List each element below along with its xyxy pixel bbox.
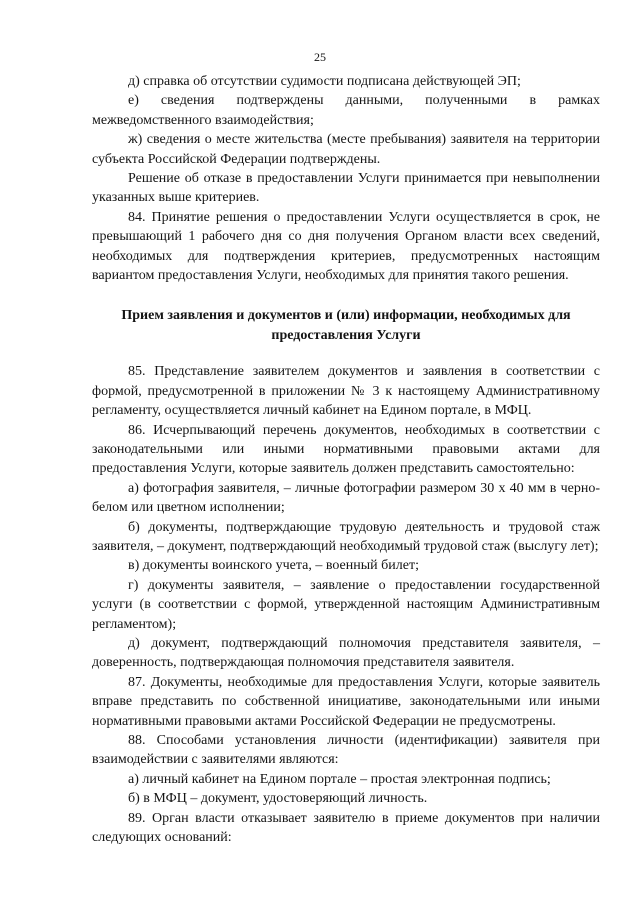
paragraph-e-interagency-data: е) сведения подтверждены данными, полученными в рамках межведомственного взаимодействия; — [92, 93, 600, 128]
paragraph-zh-residence: ж) сведения о месте жительства (месте пребывания) заявителя на территории субъекта Российской Федерации подтверждены. — [92, 132, 600, 167]
paragraph-88: 88. Способами установления личности (идентификации) заявителя при взаимодействии с заявителями являются: — [92, 733, 600, 768]
page-number: 25 — [314, 50, 326, 64]
paragraph-86-g-application: г) документы заявителя, – заявление о предоставлении государственной услуги (в соответствии с формой, утвержденной настоящим Административным регламентом); — [92, 577, 600, 632]
paragraph-84: 84. Принятие решения о предоставлении Услуги осуществляется в срок, не превышающий 1 рабочего дня со дня получения Органом власти всех сведений, необходимых для подтверждения критериев, предусмотренных настоящим вариантом предоставления Услуги, необходимых для принятия такого решения. — [92, 209, 600, 284]
paragraph-86-d-representative: д) документ, подтверждающий полномочия представителя заявителя, – доверенность, подтверждающая полномочия представителя заявителя. — [92, 635, 600, 671]
paragraph-88-a-portal: а) личный кабинет на Едином портале – простая электронная подпись; — [128, 771, 551, 787]
paragraph-refusal-decision: Решение об отказе в предоставлении Услуги принимается при невыполнении указанных выше критериев. — [92, 171, 600, 206]
paragraph-86-v-military: в) документы воинского учета, – военный билет; — [128, 558, 419, 574]
paragraph-85: 85. Представление заявителем документов и заявления в соответствии с формой, предусмотренной в приложении № 3 к настоящему Административному регламенту, осуществляется личный кабинет на Едином портале, в МФЦ. — [92, 364, 600, 419]
paragraph-d-criminal-record: д) справка об отсутствии судимости подписана действующей ЭП; — [128, 74, 521, 89]
document-body — [92, 72, 600, 847]
paragraph-88-b-mfc: б) в МФЦ – документ, удостоверяющий личность. — [128, 791, 428, 807]
paragraph-86-a-photo: а) фотография заявителя, – личные фотографии размером 30 x 40 мм в черно-белом или цветном исполнении; — [92, 480, 600, 516]
paragraph-89: 89. Орган власти отказывает заявителю в приеме документов при наличии следующих оснований: — [92, 810, 600, 846]
paragraph-86-b-work-docs: б) документы, подтверждающие трудовую деятельность и трудовой стаж заявителя, – документ, подтверждающий необходимый трудовой стаж (выслугу лет); — [92, 519, 600, 554]
paragraph-87: 87. Документы, необходимые для предоставления Услуги, которые заявитель вправе представить по собственной инициативе, законодательными или иными нормативными правовыми актами Российской Федерации не предусмотрены. — [92, 674, 600, 729]
section-heading: Прием заявления и документов и (или) информации, необходимых для предоставления Услуги — [121, 308, 571, 343]
paragraph-86: 86. Исчерпывающий перечень документов, необходимых в соответствии с законодательными или иными нормативными правовыми актами для предоставления Услуги, которые заявитель должен представить самостоятельно: — [92, 422, 600, 477]
